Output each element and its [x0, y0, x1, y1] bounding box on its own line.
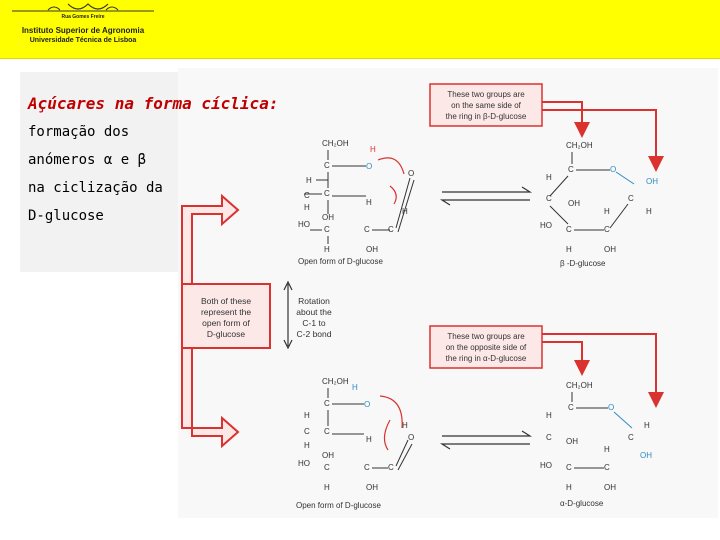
slide-title: Açúcares na forma cíclica:	[28, 94, 279, 113]
red-arrow-up	[182, 196, 238, 286]
alpha-glucose-ring	[540, 381, 652, 508]
both-forms-line-1: Both of these	[200, 296, 252, 306]
rotation-line-1: Rotation	[298, 296, 330, 306]
atom-label: H	[646, 207, 652, 216]
atom-label: H	[324, 245, 330, 254]
atom-label: H	[644, 421, 650, 430]
atom-label: CH₂OH	[322, 139, 349, 148]
atom-label: C	[324, 225, 330, 234]
atom-label: H	[566, 245, 572, 254]
atom-label: C	[324, 463, 330, 472]
glucose-cyclization-diagram	[178, 68, 718, 518]
atom-label: HO	[540, 221, 552, 230]
beta-note-line-1: These two groups are	[447, 90, 525, 99]
slide-line-3: na ciclização da	[28, 180, 163, 196]
equilibrium-arrow-top	[442, 187, 530, 205]
atom-label: OH	[604, 245, 616, 254]
open-form-bottom	[296, 377, 414, 510]
atom-label: C	[604, 463, 610, 472]
atom-label: H	[366, 435, 372, 444]
atom-label: C	[546, 433, 552, 442]
atom-label: CH₂OH	[566, 141, 593, 150]
atom-label: C	[566, 225, 572, 234]
both-forms-line-3: open form of	[202, 318, 250, 328]
atom-label: C	[604, 225, 610, 234]
rotation-line-4: C-2 bond	[296, 329, 332, 339]
atom-label: OH	[366, 483, 378, 492]
atom-label: O	[408, 169, 415, 178]
beta-caption: β -D-glucose	[560, 259, 606, 268]
atom-label: CH₂OH	[566, 381, 593, 390]
atom-label: O	[366, 162, 373, 171]
alpha-note-line-2: on the opposite side of	[445, 343, 527, 352]
atom-label: H	[604, 207, 610, 216]
slide-line-1: formação dos	[28, 124, 130, 140]
beta-note-line-2: on the same side of	[451, 101, 521, 110]
atom-label: OH	[566, 437, 578, 446]
atom-label: C	[324, 161, 330, 170]
atom-label: C	[628, 194, 634, 203]
atom-label: H	[402, 421, 408, 430]
alpha-note-line-1: These two groups are	[447, 332, 525, 341]
alpha-arrow-right	[542, 334, 656, 404]
university-name: Universidade Técnica de Lisboa	[29, 37, 137, 44]
atom-label: H	[566, 483, 572, 492]
institute-logo	[8, 2, 158, 56]
rotation-line-2: about the	[296, 307, 332, 317]
atom-label: H	[402, 207, 408, 216]
open-caption-bottom: Open form of D-glucose	[296, 501, 381, 510]
atom-label: HO	[298, 220, 310, 229]
atom-label: C	[364, 463, 370, 472]
atom-label: OH	[366, 245, 378, 254]
atom-label: H	[366, 198, 372, 207]
red-arrow-down	[182, 346, 238, 446]
atom-label: O	[408, 433, 415, 442]
atom-label: O	[608, 403, 615, 412]
atom-label: C	[304, 427, 310, 436]
atom-label: H	[324, 483, 330, 492]
atom-label: O	[364, 400, 371, 409]
institute-name: Instituto Superior de Agronomia	[21, 26, 145, 35]
atom-label: C	[388, 225, 394, 234]
atom-label: C	[324, 189, 330, 198]
atom-label: H	[604, 445, 610, 454]
atom-label: H	[370, 145, 376, 154]
atom-label: H	[352, 383, 358, 392]
atom-label: OH	[640, 451, 652, 460]
atom-label: OH	[646, 177, 658, 186]
atom-label: H	[306, 176, 312, 185]
atom-label: H	[304, 411, 310, 420]
atom-label: C	[566, 463, 572, 472]
atom-label: C	[628, 433, 634, 442]
equilibrium-arrow-bottom	[442, 431, 530, 449]
atom-label: OH	[322, 451, 334, 460]
atom-label: H	[304, 203, 310, 212]
alpha-caption: α-D-glucose	[560, 499, 604, 508]
logo-caption: Rua Gomes Freire	[61, 14, 105, 20]
atom-label: C	[546, 194, 552, 203]
header-banner	[0, 0, 720, 59]
atom-label: OH	[604, 483, 616, 492]
atom-label: OH	[322, 213, 334, 222]
atom-label: C	[568, 165, 574, 174]
atom-label: C	[364, 225, 370, 234]
atom-label: HO	[298, 459, 310, 468]
atom-label: H	[546, 173, 552, 182]
atom-label: C	[324, 427, 330, 436]
atom-label: C	[568, 403, 574, 412]
alpha-arrow-left	[542, 342, 582, 372]
atom-label: CH₂OH	[322, 377, 349, 386]
atom-label: H	[304, 441, 310, 450]
atom-label: O	[610, 165, 617, 174]
open-form-top	[298, 139, 414, 266]
open-caption-top: Open form of D-glucose	[298, 257, 383, 266]
atom-label: C	[324, 399, 330, 408]
atom-label: C	[388, 463, 394, 472]
rotation-line-3: C-1 to	[302, 318, 326, 328]
slide-line-4: D-glucose	[28, 208, 104, 224]
atom-label: HO	[540, 461, 552, 470]
alpha-note-line-3: the ring in α-D-glucose	[445, 354, 527, 363]
beta-glucose-ring	[540, 141, 658, 268]
beta-note-line-3: the ring in β-D-glucose	[445, 112, 527, 121]
beta-arrow-right	[542, 110, 656, 168]
both-forms-line-2: represent the	[200, 307, 252, 317]
atom-label: OH	[568, 199, 580, 208]
beta-arrow-left	[542, 102, 582, 134]
atom-label: C	[304, 191, 310, 200]
atom-label: H	[546, 411, 552, 420]
slide-line-2: anómeros α e β	[28, 152, 147, 168]
both-forms-line-4: D-glucose	[206, 329, 246, 339]
